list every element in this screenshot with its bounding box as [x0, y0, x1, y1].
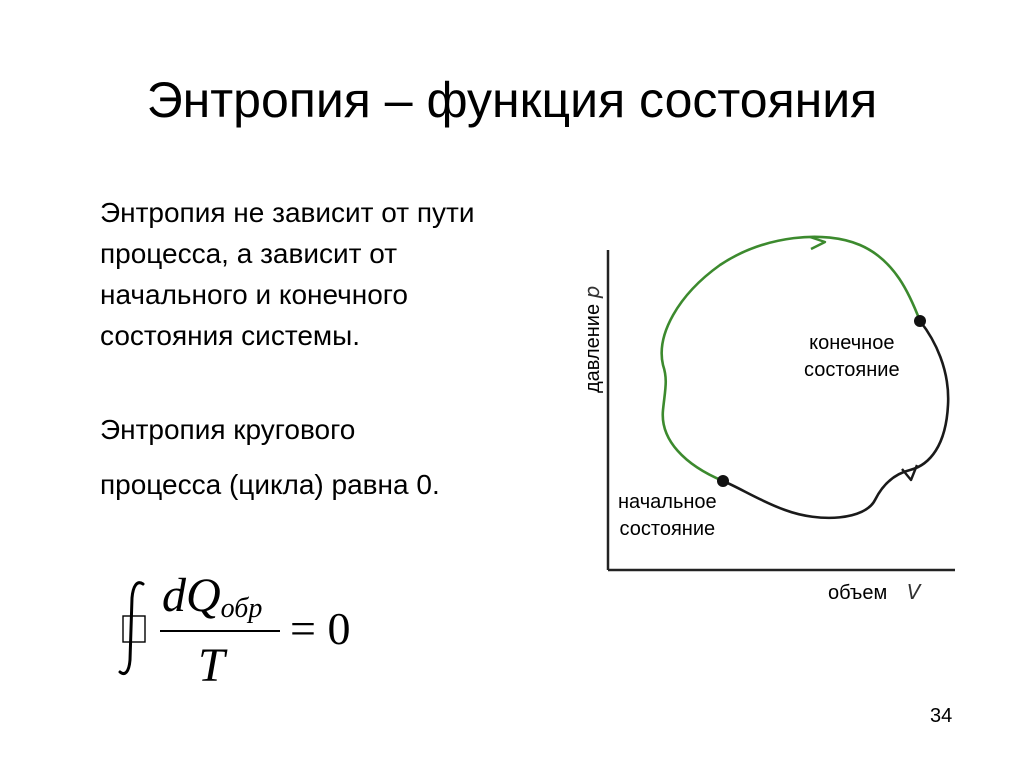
y-axis-label-text: давление	[582, 303, 604, 393]
fraction-line	[160, 630, 280, 632]
formula-rhs: = 0	[290, 603, 351, 654]
initial-state-point	[717, 475, 729, 487]
initial-state-label	[618, 489, 717, 543]
paragraph-cycle-line-1: Энтропия кругового	[100, 414, 356, 445]
y-axis-label	[580, 286, 605, 393]
x-axis-label-text: объем	[828, 582, 888, 604]
arrow-upper	[810, 237, 825, 249]
formula-subscript: обр	[220, 593, 263, 624]
integral-sign-graphic	[115, 578, 151, 678]
final-state-label-line-2: состояние	[804, 359, 900, 381]
formula-denominator: T	[198, 639, 225, 692]
paragraph-cycle-line-2: процесса (цикла) равна 0.	[100, 469, 440, 500]
final-state-label	[804, 330, 900, 384]
slide-title: Энтропия – функция состояния	[146, 72, 878, 128]
initial-state-label-line-1: начальное	[618, 491, 717, 513]
paragraph-cycle	[100, 402, 540, 512]
final-state-label-line-1: конечное	[809, 332, 895, 354]
initial-state-label-line-2: состояние	[619, 518, 716, 540]
integral-sign	[115, 578, 145, 678]
x-axis-label	[828, 579, 921, 607]
cyclic-integral-formula	[110, 568, 380, 698]
formula-numerator-main: dQ	[162, 569, 221, 622]
pv-diagram-graphic	[560, 225, 970, 635]
x-axis-letter: V	[906, 580, 921, 604]
final-state-point	[914, 315, 926, 327]
page-number: 34	[930, 705, 953, 727]
paragraph-path-independence: Энтропия не зависит от пути процесса, а зависит от начального и конечного состояния системы.	[100, 197, 475, 351]
formula-numerator	[162, 568, 262, 631]
pv-diagram	[560, 225, 970, 635]
body-text	[100, 192, 540, 512]
y-axis-letter: p	[580, 285, 604, 299]
